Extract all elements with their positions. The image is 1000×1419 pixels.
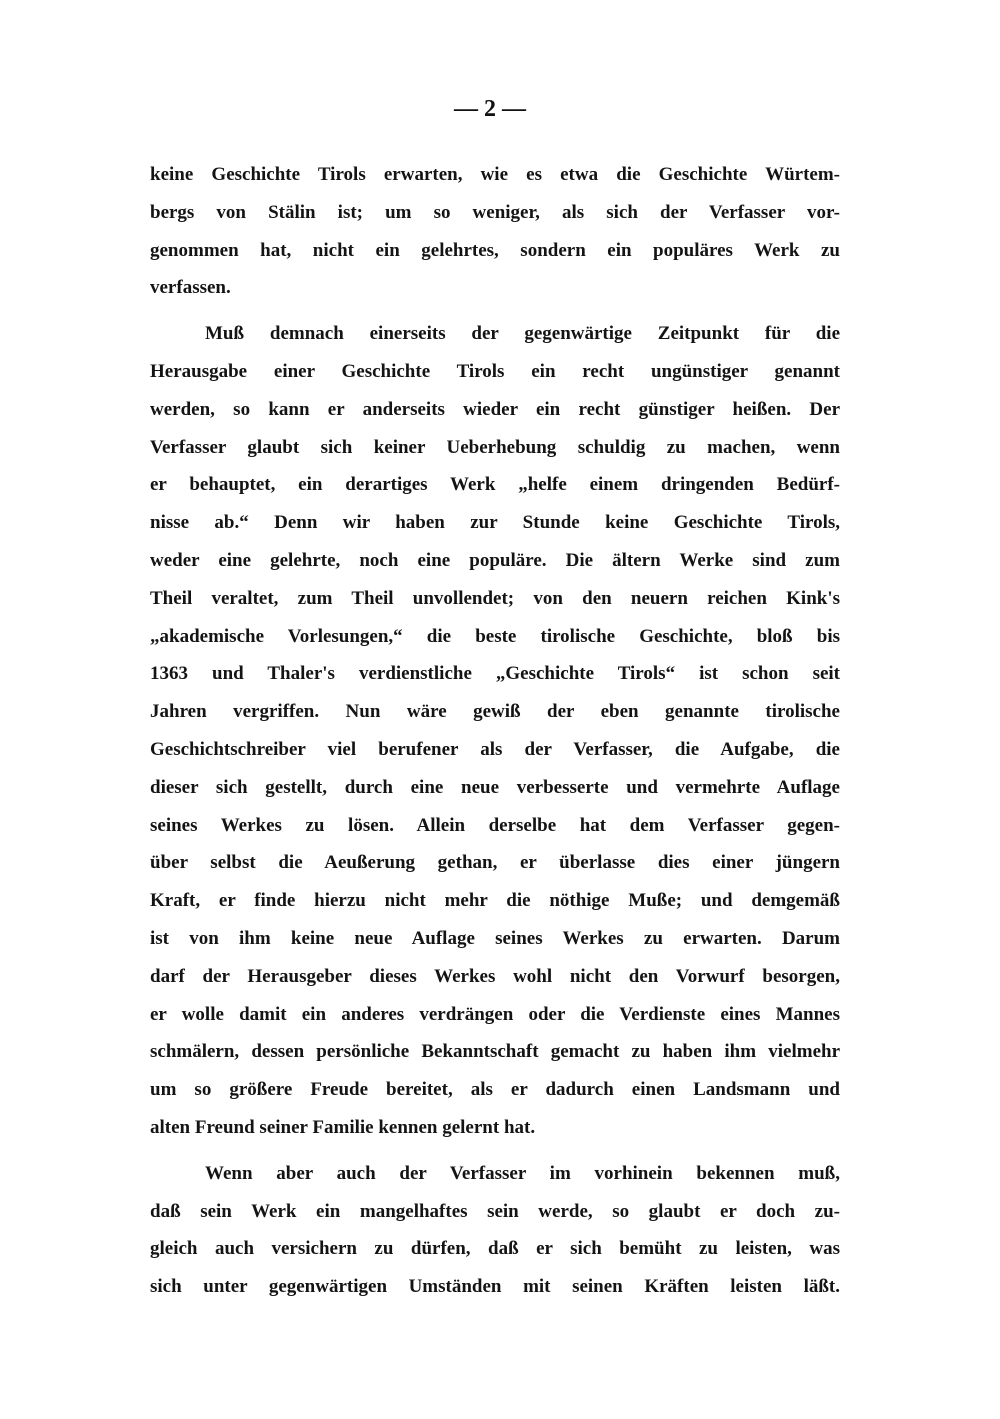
text-line: ist von ihm keine neue Auflage seines Werkes zu erwarten. Darum: [150, 927, 840, 949]
text-line: daß sein Werk ein mangelhaftes sein werde, so glaubt er doch zu-: [150, 1200, 840, 1222]
page-number: — 2 —: [454, 96, 526, 122]
text-line: Verfasser glaubt sich keiner Ueberhebung schuldig zu machen, wenn: [150, 436, 840, 458]
text-line: darf der Herausgeber dieses Werkes wohl nicht den Vorwurf besorgen,: [150, 965, 840, 987]
text-line: er wolle damit ein anderes verdrängen oder die Verdienste eines Mannes: [150, 1003, 840, 1025]
text-line: Muß demnach einerseits der gegenwärtige Zeitpunkt für die: [205, 323, 840, 345]
text-line: über selbst die Aeußerung gethan, er überlasse dies einer jüngern: [150, 852, 840, 874]
text-line: sich unter gegenwärtigen Umständen mit seinen Kräften leisten läßt.: [150, 1276, 840, 1298]
text-line: nisse ab.“ Denn wir haben zur Stunde keine Geschichte Tirols,: [150, 512, 840, 534]
text-line: bergs von Stälin ist; um so weniger, als sich der Verfasser vor-: [150, 201, 840, 223]
text-line: werden, so kann er anderseits wieder ein recht günstiger heißen. Der: [150, 398, 840, 420]
text-line: Kraft, er finde hierzu nicht mehr die nöthige Muße; und demgemäß: [150, 890, 840, 912]
paragraph-2: [150, 315, 840, 1147]
text-line: Theil veraltet, zum Theil unvollendet; von den neuern reichen Kink's: [150, 587, 840, 609]
text-line: keine Geschichte Tirols erwarten, wie es etwa die Geschichte Würtem-: [150, 164, 840, 185]
text-line: alten Freund seiner Familie kennen gelernt hat.: [150, 1116, 536, 1138]
paragraph-1: [150, 156, 840, 307]
text-line: er behauptet, ein derartiges Werk „helfe einem dringenden Bedürf-: [150, 474, 840, 496]
text-line: „akademische Vorlesungen,“ die beste tirolische Geschichte, bloß bis: [150, 625, 840, 647]
paragraph-gap: [150, 1147, 840, 1155]
text-line: 1363 und Thaler's verdienstliche „Geschichte Tirols“ ist schon seit: [150, 663, 840, 685]
body-text: [150, 156, 840, 1306]
text-line: seines Werkes zu lösen. Allein derselbe hat dem Verfasser gegen-: [150, 814, 840, 836]
paragraph-gap: [150, 307, 840, 315]
text-line: dieser sich gestellt, durch eine neue verbesserte und vermehrte Auflage: [150, 776, 840, 798]
text-line: schmälern, dessen persönliche Bekanntschaft gemacht zu haben ihm vielmehr: [150, 1041, 840, 1063]
text-line: gleich auch versichern zu dürfen, daß er sich bemüht zu leisten, was: [150, 1238, 840, 1260]
paragraph-3: [150, 1155, 840, 1306]
text-line: genommen hat, nicht ein gelehrtes, sondern ein populäres Werk zu: [150, 239, 840, 261]
text-line: verfassen.: [150, 277, 231, 299]
text-line: Herausgabe einer Geschichte Tirols ein recht ungünstiger genannt: [150, 360, 840, 382]
text-line: Wenn aber auch der Verfasser im vorhinein bekennen muß,: [205, 1162, 840, 1184]
text-line: weder eine gelehrte, noch eine populäre. Die ältern Werke sind zum: [150, 549, 840, 571]
text-line: um so größere Freude bereitet, als er dadurch einen Landsmann und: [150, 1079, 840, 1101]
text-line: Jahren vergriffen. Nun wäre gewiß der eben genannte tirolische: [150, 701, 840, 723]
text-line: Geschichtschreiber viel berufener als der Verfasser, die Aufgabe, die: [150, 738, 840, 760]
